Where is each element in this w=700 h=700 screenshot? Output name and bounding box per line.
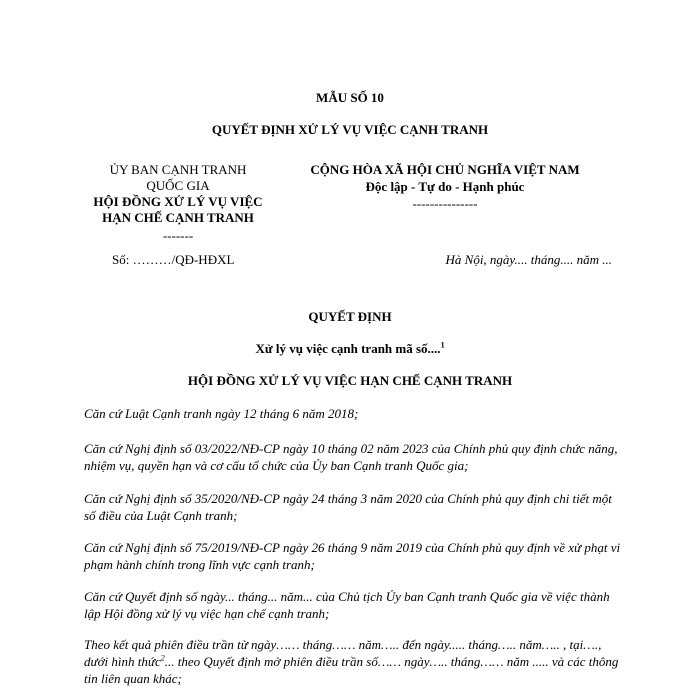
footnote-marker: 1 [440,340,445,350]
footnote-marker: 2 [160,653,165,663]
legal-basis-paragraph: Căn cứ Quyết định số ngày... tháng... năm... của Chủ tịch Ủy ban Cạnh tranh Quốc gia về việc thành lập Hội đồng xử lý vụ việc hạn chế cạnh tranh; [84,589,610,621]
legal-basis-paragraph: Căn cứ Nghị định số 03/2022/NĐ-CP ngày 10 tháng 02 năm 2023 của Chính phủ quy định chức năng, nhiệm vụ, quyền hạn và cơ cấu tổ chức của Ủy ban Cạnh tranh Quốc gia; [84,441,618,473]
hearing-text-part1: Theo kết quả phiên điều trần từ ngày…… tháng…… năm….. đến ngày..... tháng….. năm….. , tại…., dưới hình thức [84,637,602,669]
agency-name-line2: QUỐC GIA [146,178,210,193]
hearing-result-paragraph [84,636,624,687]
decision-heading: QUYẾT ĐỊNH [308,309,392,324]
legal-basis-paragraph: Căn cứ Nghị định số 75/2019/NĐ-CP ngày 26 tháng 9 năm 2019 của Chính phủ quy định về xử phạt vi phạm hành chính trong lĩnh vực cạnh tranh; [84,540,621,572]
council-name-line1: HỘI ĐỒNG XỬ LÝ VỤ VIỆC [93,194,263,209]
hearing-text-part2: ... theo Quyết định mở phiên điều trần số…… ngày….. tháng…… năm ..... và các thông tin liên quan khác; [84,654,619,686]
legal-basis-paragraph: Căn cứ Luật Cạnh tranh ngày 12 tháng 6 năm 2018; [84,406,359,421]
country-name: CỘNG HÒA XÃ HỘI CHỦ NGHĨA VIỆT NAM [310,162,580,177]
council-name-line2: HẠN CHẾ CẠNH TRANH [102,210,254,225]
form-title: QUYẾT ĐỊNH XỬ LÝ VỤ VIỆC CẠNH TRANH [211,122,489,137]
left-separator: ------- [162,228,194,243]
legal-basis-paragraph: Căn cứ Nghị định số 35/2020/NĐ-CP ngày 24 tháng 3 năm 2020 của Chính phủ quy định chi tiết một số điều của Luật Cạnh tranh; [84,491,612,523]
form-number: MẪU SỐ 10 [316,90,384,105]
right-separator: --------------- [412,196,478,211]
national-motto: Độc lập - Tự do - Hạnh phúc [365,179,525,194]
agency-name-line1: ỦY BAN CẠNH TRANH [109,162,247,177]
case-code-text: Xử lý vụ việc cạnh tranh mã số.... [255,341,441,356]
decision-number: Số: ………/QĐ-HĐXL [112,252,235,267]
decision-subheading [0,341,700,357]
council-heading: HỘI ĐỒNG XỬ LÝ VỤ VIỆC HẠN CHẾ CẠNH TRANH [187,373,513,388]
place-and-date: Hà Nội, ngày.... tháng.... năm ... [445,252,612,267]
